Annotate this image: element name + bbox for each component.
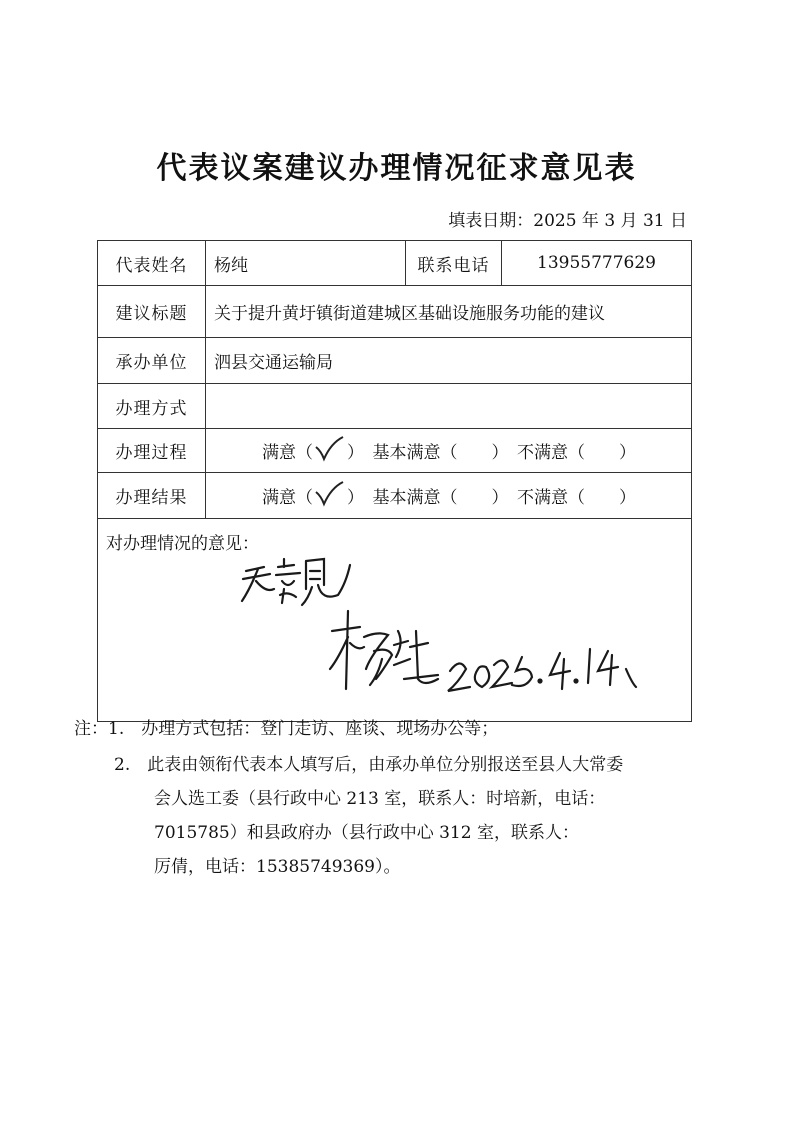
row-result <box>98 473 692 519</box>
checkmark-icon <box>313 484 347 508</box>
phone-label: 联系电话 <box>406 241 502 286</box>
note-2-line-4: 厉倩，电话：15385749369）。 <box>154 857 401 877</box>
name-label: 代表姓名 <box>98 241 206 286</box>
method-value <box>206 384 692 429</box>
name-value: 杨纯 <box>206 241 406 286</box>
process-label: 办理过程 <box>98 429 206 473</box>
satisfied-option: 满意（ <box>262 488 313 508</box>
row-opinion <box>98 519 692 722</box>
row-process <box>98 429 692 473</box>
basic-option: ） 基本满意（ <box>347 488 458 508</box>
note-2 <box>114 748 674 884</box>
form-table <box>97 240 692 722</box>
row-method <box>98 384 692 429</box>
note-1 <box>74 712 774 746</box>
not-option: ） 不满意（ <box>491 443 585 463</box>
topic-value: 关于提升黄圩镇街道建城区基础设施服务功能的建议 <box>206 286 692 338</box>
satisfied-option: 满意（ <box>262 443 313 463</box>
note-2-line-1: 2. 此表由领衔代表本人填写后，由承办单位分别报送至县人大常委 <box>114 755 624 775</box>
note-2-line-2: 会人选工委（县行政中心 213 室，联系人：时培新，电话： <box>154 789 606 809</box>
row-unit <box>98 338 692 384</box>
checkmark-icon <box>313 439 347 463</box>
note-2-line-3: 7015785）和县政府办（县行政中心 312 室，联系人： <box>154 823 579 843</box>
unit-label: 承办单位 <box>98 338 206 384</box>
result-options <box>206 473 692 519</box>
close-paren: ） <box>619 488 636 508</box>
unit-value: 泗县交通运输局 <box>206 338 692 384</box>
process-options <box>206 429 692 473</box>
not-option: ） 不满意（ <box>491 488 585 508</box>
phone-value: 13955777629 <box>502 241 692 286</box>
opinion-cell <box>98 519 692 722</box>
note-1-text: 1. 办理方式包括：登门走访、座谈、现场办公等； <box>108 719 499 739</box>
opinion-label: 对办理情况的意见： <box>106 534 259 554</box>
fill-date: 填表日期：2025 年 3 月 31 日 <box>448 211 687 231</box>
method-label: 办理方式 <box>98 384 206 429</box>
result-label: 办理结果 <box>98 473 206 519</box>
note-prefix: 注： <box>74 719 108 739</box>
topic-label: 建议标题 <box>98 286 206 338</box>
row-name <box>98 241 692 286</box>
form-title: 代表议案建议办理情况征求意见表 <box>156 151 637 186</box>
row-topic <box>98 286 692 338</box>
handwritten-signature <box>98 519 692 701</box>
close-paren: ） <box>619 443 636 463</box>
basic-option: ） 基本满意（ <box>347 443 458 463</box>
